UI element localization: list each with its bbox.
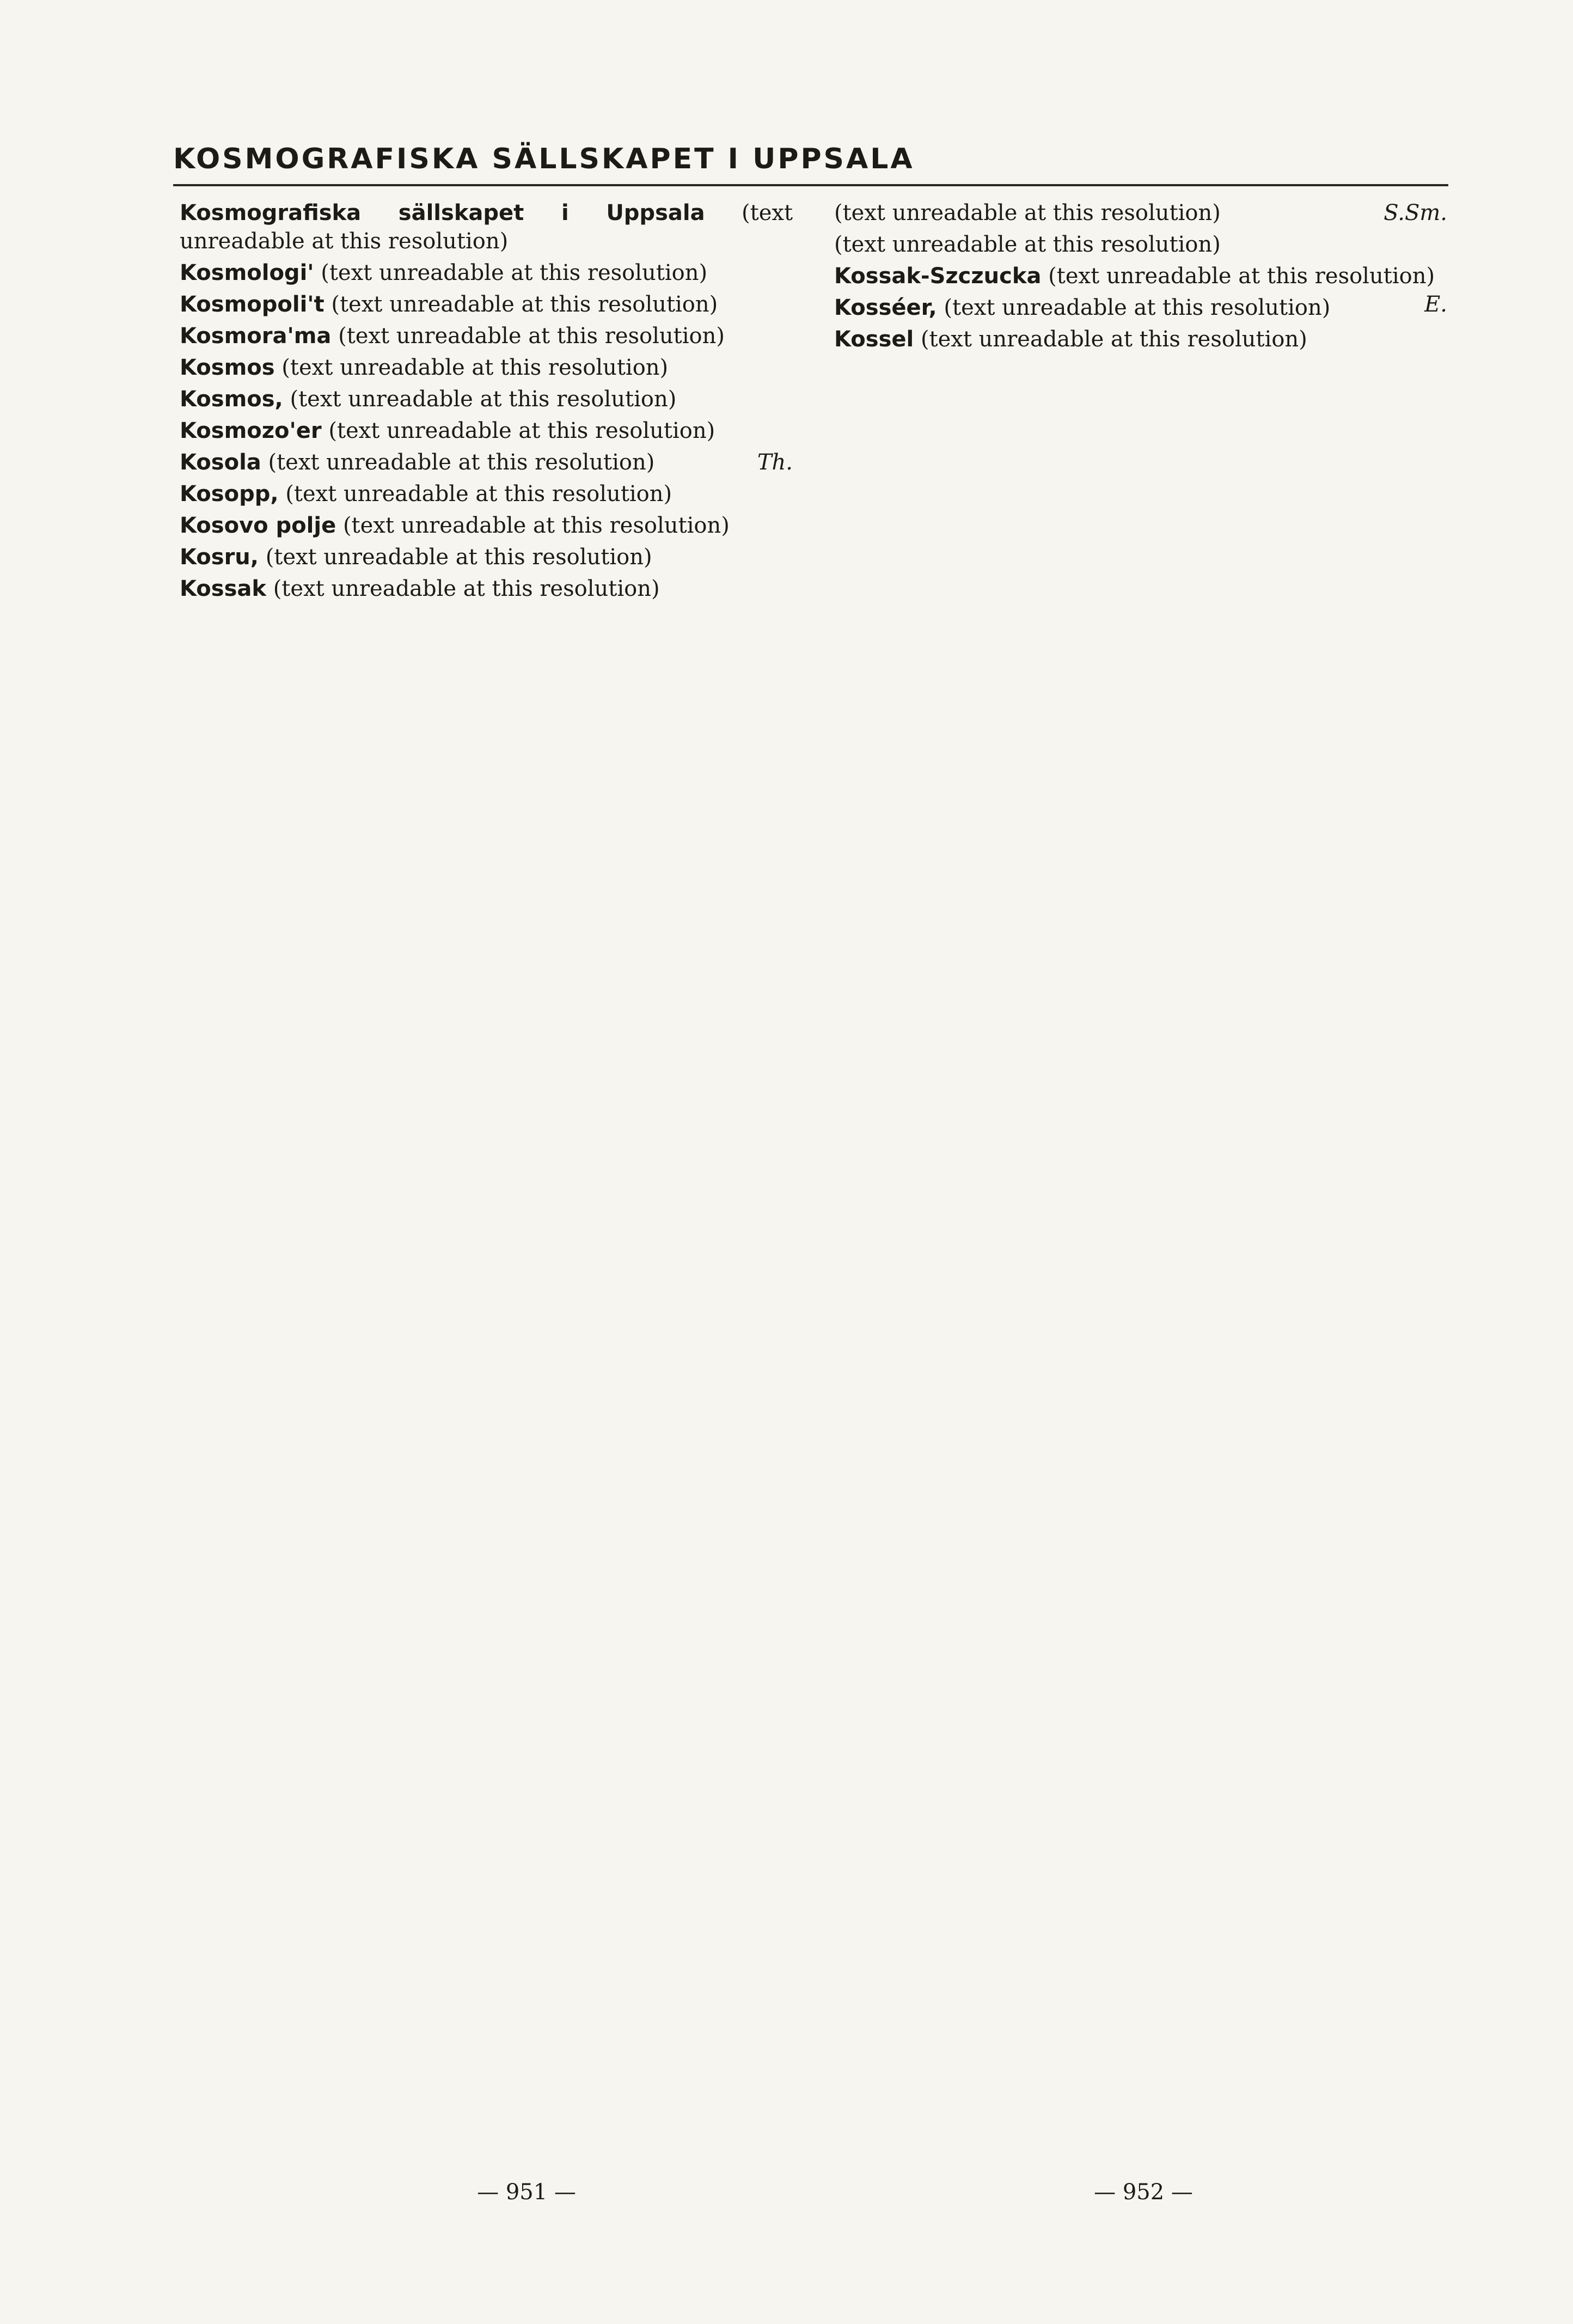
entry-headword: Kosmologi' (180, 260, 314, 285)
entry-body: (text unreadable at this resolution) (265, 545, 652, 570)
entry-body: (text unreadable at this resolution) (1048, 264, 1435, 289)
right-column (834, 199, 1447, 2160)
entry-body: (text unreadable at this resolution) (290, 387, 677, 412)
page-number-left: — 951 — (477, 2180, 576, 2205)
dictionary-entry (180, 448, 793, 477)
dictionary-entry (180, 417, 793, 445)
header-rule (173, 184, 1448, 186)
dictionary-entry (180, 199, 793, 255)
entry-headword: Kossak (180, 576, 266, 601)
entry-body: (text unreadable at this resolution) (834, 232, 1221, 257)
entry-headword: Kosru, (180, 545, 259, 570)
dictionary-entry (180, 385, 793, 413)
dictionary-entry (180, 543, 793, 571)
entry-headword: Kosséer, (834, 295, 937, 320)
entry-headword: Kossel (834, 327, 914, 352)
dictionary-entry (834, 230, 1447, 259)
dictionary-entry (180, 353, 793, 382)
running-header: KOSMOGRAFISKA SÄLLSKAPET I UPPSALA (173, 143, 915, 175)
dictionary-entry (834, 294, 1447, 322)
entry-headword: Kosmos, (180, 387, 283, 412)
entry-headword: Kosmopoli't (180, 292, 325, 317)
entry-body: (text unreadable at this resolution) (268, 450, 655, 475)
entry-body: (text unreadable at this resolution) (338, 324, 725, 349)
entry-body: (text unreadable at this resolution) (281, 355, 669, 380)
entry-headword: Kosopp, (180, 481, 279, 507)
entry-body: (text unreadable at this resolution) (944, 295, 1331, 320)
author-signature: S.Sm. (1384, 200, 1447, 225)
entry-body: (text unreadable at this resolution) (273, 576, 660, 601)
entry-body: (text unreadable at this resolution) (321, 260, 708, 285)
dictionary-entry (180, 322, 793, 350)
entry-headword: Kosmora'ma (180, 324, 332, 349)
entry-body: (text unreadable at this resolution) (920, 327, 1307, 352)
entry-body: (text unreadable at this resolution) (180, 200, 793, 254)
dictionary-entry (180, 480, 793, 508)
entry-headword: Kosovo polje (180, 513, 336, 538)
dictionary-entry (180, 290, 793, 319)
entry-body: (text unreadable at this resolution) (331, 292, 718, 317)
entry-body: (text unreadable at this resolution) (285, 481, 672, 507)
entry-body: (text unreadable at this resolution) (328, 418, 715, 443)
dictionary-entry (180, 511, 793, 540)
dictionary-entry (834, 199, 1447, 227)
entry-headword: Kossak-Szczucka (834, 264, 1042, 289)
author-signature: Th. (757, 450, 793, 475)
page-number-right: — 952 — (1094, 2180, 1193, 2205)
entry-body: (text unreadable at this resolution) (834, 200, 1221, 225)
entry-headword: Kosmografiska sällskapet i Uppsala (180, 200, 705, 225)
entry-headword: Kosola (180, 450, 261, 475)
dictionary-entry (834, 325, 1447, 353)
author-signature: E. (1424, 292, 1447, 317)
left-column (180, 199, 793, 2160)
dictionary-entry (180, 575, 793, 603)
entry-body: (text unreadable at this resolution) (342, 513, 730, 538)
entry-headword: Kosmos (180, 355, 275, 380)
entry-headword: Kosmozo'er (180, 418, 322, 443)
dictionary-entry (180, 259, 793, 287)
